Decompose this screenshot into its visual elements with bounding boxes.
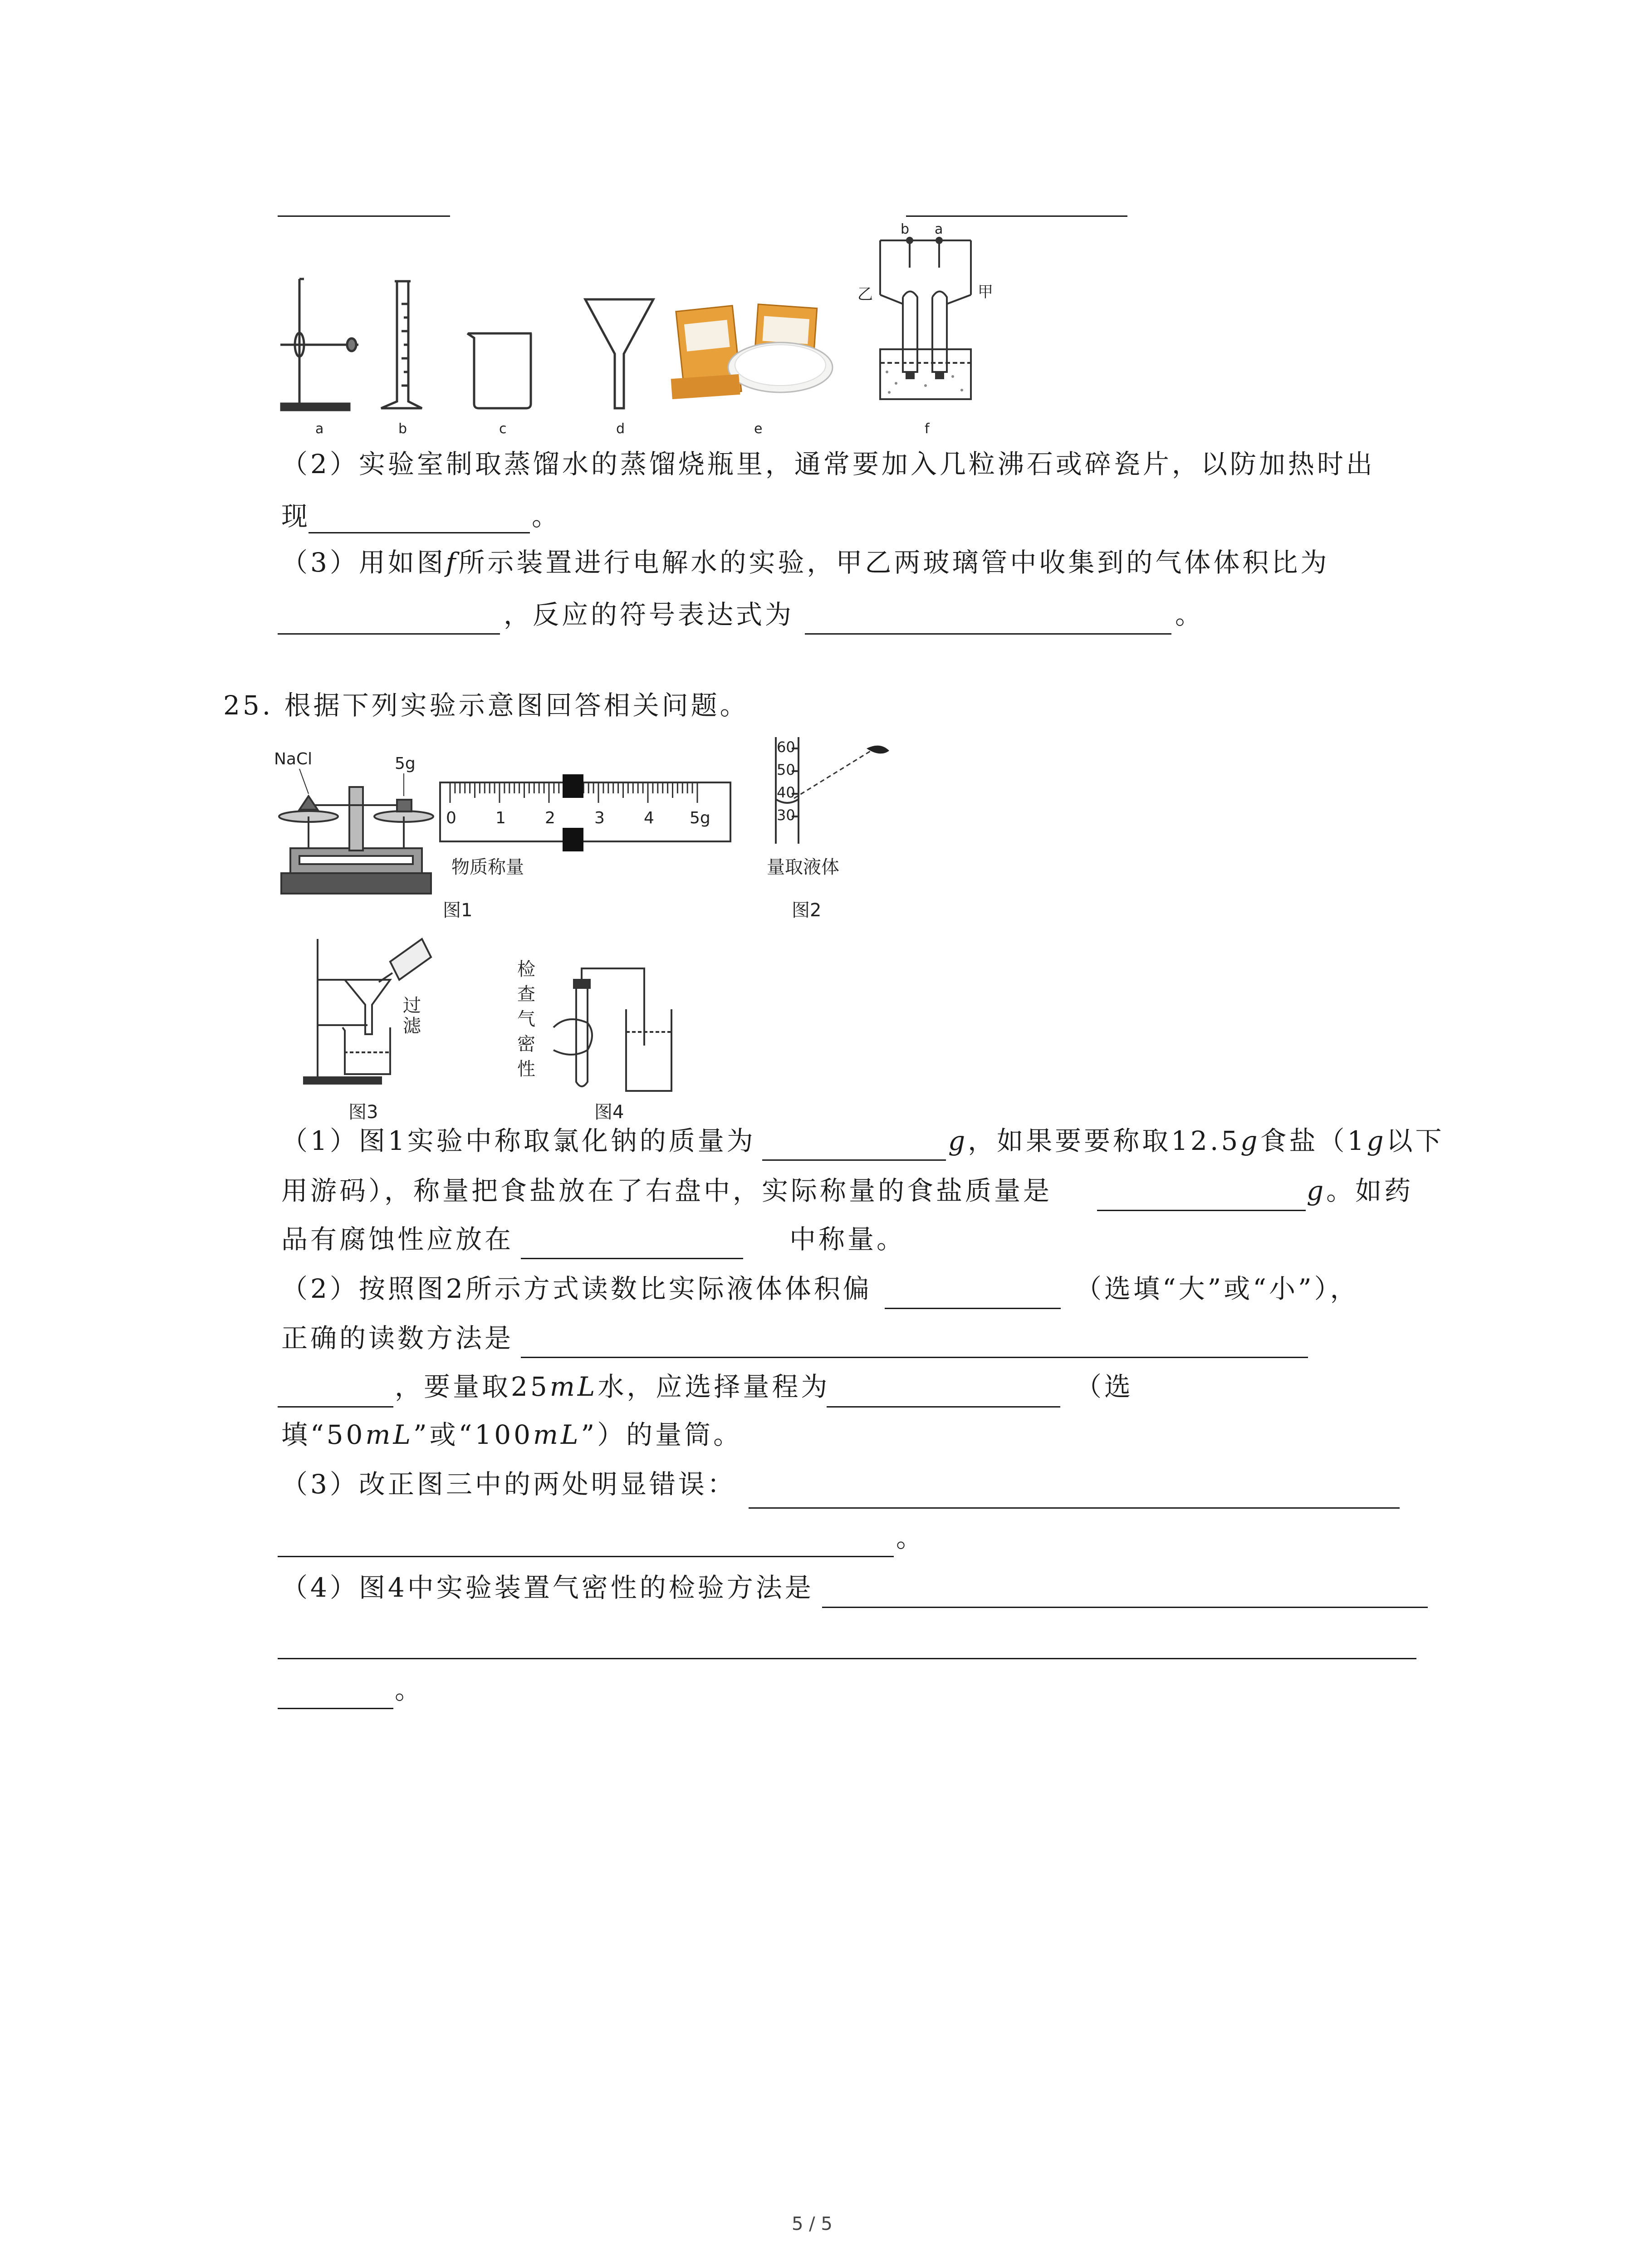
figure-3-filtration <box>299 930 445 1093</box>
q25-part1-line3b: 中称量。 <box>789 1224 906 1255</box>
q25-title: 25. 根据下列实验示意图回答相关问题。 <box>223 690 749 721</box>
figure-label: b <box>398 421 407 437</box>
iron-stand-icon <box>280 279 358 410</box>
answer-blank[interactable] <box>885 1308 1061 1309</box>
side-label-char: 查 <box>517 984 535 1005</box>
beaker-icon <box>467 333 532 408</box>
electrolysis-apparatus-icon <box>880 238 971 399</box>
figure-4-airtightness <box>508 955 708 1100</box>
tube-label-yi: 乙 <box>857 285 873 303</box>
q24-part3-line1: （3）用如图f所示装置进行电解水的实验，甲乙两玻璃管中收集到的气体体积比为 <box>281 547 1330 578</box>
answer-blank[interactable] <box>906 215 1127 217</box>
q25-part2-line1b: （选填“大”或“小”）， <box>1075 1273 1359 1304</box>
figure-1-caption: 物质称量 <box>451 857 524 878</box>
answer-blank[interactable] <box>521 1258 743 1259</box>
q25-part4-end: 。 <box>395 1674 424 1705</box>
graduated-cylinder-icon <box>381 281 422 408</box>
eye-icon <box>867 746 889 754</box>
cylinder-tick-label: 60 <box>777 738 795 756</box>
q24-part2-line1: （2）实验室制取蒸馏水的蒸馏烧瓶里，通常要加入几粒沸石或碎瓷片，以防加热时出 <box>281 449 1375 479</box>
electrode-label-a: a <box>935 221 943 237</box>
figure-label: c <box>499 421 507 437</box>
scale-tick-label: 3 <box>594 809 605 827</box>
q24-part3-line2-end: 。 <box>1175 599 1205 630</box>
answer-blank[interactable] <box>309 532 530 533</box>
q24-part3-line2: ，反应的符号表达式为 <box>504 599 794 630</box>
side-label-char: 检 <box>517 959 535 980</box>
answer-blank[interactable] <box>1097 1210 1306 1211</box>
answer-blank[interactable] <box>805 633 1171 635</box>
rider-scale <box>440 774 730 851</box>
side-label-char: 密 <box>517 1034 535 1055</box>
answer-blank[interactable] <box>822 1607 1428 1608</box>
cylinder-tick-label: 40 <box>777 784 795 801</box>
answer-blank[interactable] <box>762 1159 946 1161</box>
answer-blank[interactable] <box>278 1556 894 1557</box>
answer-blank[interactable] <box>278 1658 1416 1659</box>
q25-part2-line1a: （2）按照图2所示方式读数比实际液体体积偏 <box>281 1273 872 1304</box>
q24-part2-line2-start: 现 <box>281 501 311 532</box>
side-label-char: 性 <box>517 1059 535 1080</box>
answer-blank[interactable] <box>521 1357 1308 1358</box>
answer-blank[interactable] <box>278 1406 393 1408</box>
q25-part2-line4: 填“50mL”或“100mL”）的量筒。 <box>281 1419 743 1450</box>
q25-part1-line1b: g，如果要要称取12.5g食盐（1g以下 <box>948 1125 1445 1156</box>
tube-label-jia: 甲 <box>978 283 993 301</box>
answer-blank[interactable] <box>278 1708 393 1709</box>
page-number: 5 / 5 <box>792 2214 833 2234</box>
scale-tick-label: 1 <box>495 809 506 827</box>
weight-label: 5g <box>395 754 416 773</box>
filter-paper-icon <box>671 304 833 400</box>
cylinder-tick-label: 50 <box>777 761 795 778</box>
scale-tick-label: 5g <box>690 809 710 827</box>
figure-2-caption: 量取液体 <box>767 857 839 878</box>
answer-blank[interactable] <box>278 633 500 635</box>
figure-label: f <box>925 421 930 437</box>
q25-part3: （3）改正图三中的两处明显错误： <box>281 1469 736 1500</box>
q25-part2-line3c: （选 <box>1075 1371 1134 1402</box>
figure-label: e <box>754 421 763 437</box>
figure-4-label: 图4 <box>594 1102 624 1123</box>
figure-2-cylinder <box>744 730 907 885</box>
q25-part2-line3a: ，要量取25mL水，应选择量程为 <box>395 1371 830 1402</box>
nacl-label: NaCl <box>274 750 313 768</box>
side-label-char: 滤 <box>403 1016 421 1036</box>
figure-label: d <box>616 421 625 437</box>
figure-1-label: 图1 <box>443 900 473 921</box>
q25-part1-line1a: （1）图1实验中称取氯化钠的质量为 <box>281 1125 756 1156</box>
cylinder-tick-label: 30 <box>777 807 795 824</box>
apparatus-figure <box>272 218 998 440</box>
figure-2-label: 图2 <box>792 900 822 921</box>
q25-part2-line2: 正确的读数方法是 <box>281 1323 514 1354</box>
q24-part2-line2-end: 。 <box>532 501 561 532</box>
answer-blank[interactable] <box>278 215 450 217</box>
scale-tick-label: 2 <box>545 809 555 827</box>
q25-part4: （4）图4中实验装置气密性的检验方法是 <box>281 1572 814 1603</box>
electrode-label-b: b <box>901 221 910 237</box>
figure-1-balance <box>272 737 744 928</box>
figure-3-label: 图3 <box>348 1102 378 1123</box>
scale-tick-label: 4 <box>644 809 654 827</box>
answer-blank[interactable] <box>749 1507 1400 1509</box>
funnel-icon <box>585 299 653 408</box>
q25-part3-end: 。 <box>896 1522 926 1553</box>
side-label-char: 过 <box>403 995 421 1016</box>
figure-label: a <box>315 421 324 437</box>
scale-tick-label: 0 <box>446 809 456 827</box>
q25-part1-line3a: 品有腐蚀性应放在 <box>281 1224 514 1255</box>
q25-part1-line2b: g。如药 <box>1307 1175 1414 1206</box>
q25-part1-line2a: 用游码），称量把食盐放在了右盘中，实际称量的食盐质量是 <box>281 1175 1053 1206</box>
side-label-char: 气 <box>517 1009 535 1030</box>
answer-blank[interactable] <box>827 1406 1060 1408</box>
